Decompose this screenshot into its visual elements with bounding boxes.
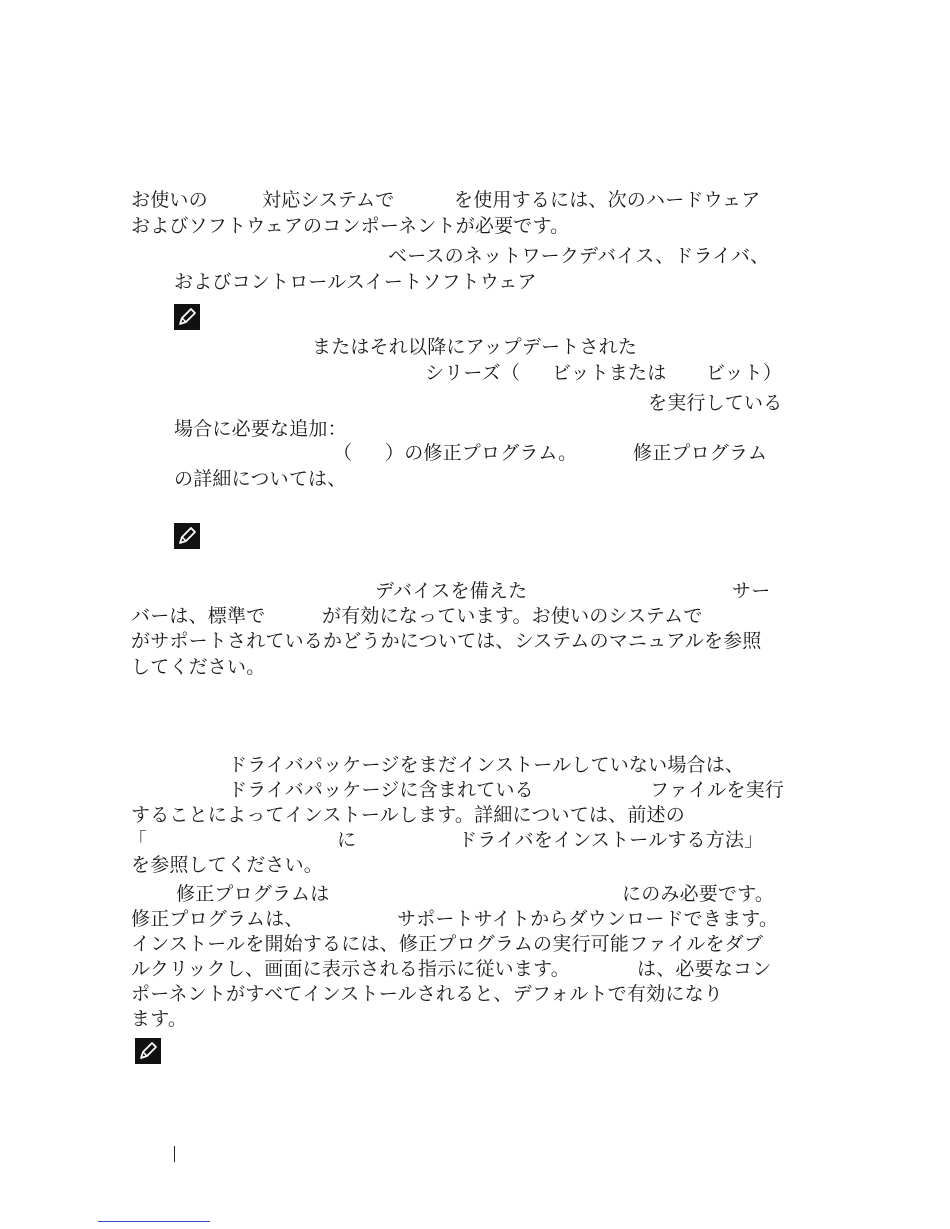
p1-text-d: およびソフトウェアのコンポーネントが必要です。 [131, 215, 570, 237]
p3-text-g: ドライバをインストールする方法」 [458, 829, 764, 851]
n1-text-f: 場合に必要な追加： [174, 418, 347, 440]
p3-text-c: ファイルを実行 [650, 779, 785, 801]
p4-text-b: にのみ必要です。 [622, 883, 775, 905]
p4-text-f: ルクリックし、画面に表示される指示に従います。 [131, 958, 570, 980]
n1-text-h: ）の修正プログラム。 [385, 442, 578, 464]
p2-text-c: バーは、標準で [131, 605, 266, 627]
n1-text-e: を実行している [648, 392, 783, 414]
n1-text-i: 修正プログラム [633, 442, 768, 464]
p2-text-b: サー [732, 580, 771, 602]
b1-text-b: およびコントロールスイートソフトウェア [174, 271, 537, 293]
p4-text-h: ポーネントがすべてインストールされると、デフォルトで有効になり [131, 983, 723, 1005]
n1-text-b: シリーズ（ [425, 362, 521, 384]
note-icon [174, 304, 200, 330]
p3-text-a: ドライバパッケージをまだインストールしていない場合は、 [228, 754, 745, 776]
p1-text-b: 対応システムで [262, 189, 395, 211]
b1-text-a: ベースのネットワークデバイス、ドライバ、 [388, 245, 770, 267]
p4-text-i: ます。 [131, 1008, 188, 1030]
p4-text-e: インストールを開始するには、修正プログラムの実行可能ファイルをダブ [131, 933, 764, 955]
p2-text-d: が有効になっています。お使いのシステムで [322, 605, 703, 627]
p3-text-h: を参照してください。 [131, 854, 324, 876]
p1-text-a: お使いの [131, 189, 208, 211]
p3-text-d: することによってインストールします。詳細については、前述の [131, 804, 685, 826]
n1-text-a: またはそれ以降にアップデートされた [312, 336, 638, 358]
p4-text-d: サポートサイトからダウンロードできます。 [397, 908, 779, 930]
p1-text-c: を使用するには、次のハードウェア [454, 189, 761, 211]
p2-text-f: してください。 [131, 656, 266, 678]
p3-text-e: 「 [128, 829, 148, 851]
p2-text-e: がサポートされているかどうかについては、システムのマニュアルを参照 [131, 630, 762, 652]
p2-text-a: デバイスを備えた [375, 580, 528, 602]
p4-text-c: 修正プログラムは、 [131, 908, 304, 930]
n1-text-j: の詳細については、 [174, 468, 347, 490]
p4-text-a: 修正プログラムは [176, 883, 330, 905]
bottom-link-underline [98, 1221, 210, 1222]
footer-divider [174, 1146, 175, 1162]
note-icon [174, 523, 200, 549]
n1-text-g: （ [333, 442, 353, 464]
p3-text-b: ドライバパッケージに含まれている [228, 779, 534, 801]
p3-text-f: に [337, 829, 357, 851]
n1-text-d: ビット） [706, 362, 783, 384]
note-icon [135, 1038, 161, 1064]
p4-text-g: は、必要なコン [637, 958, 772, 980]
n1-text-c: ビットまたは [552, 362, 667, 384]
